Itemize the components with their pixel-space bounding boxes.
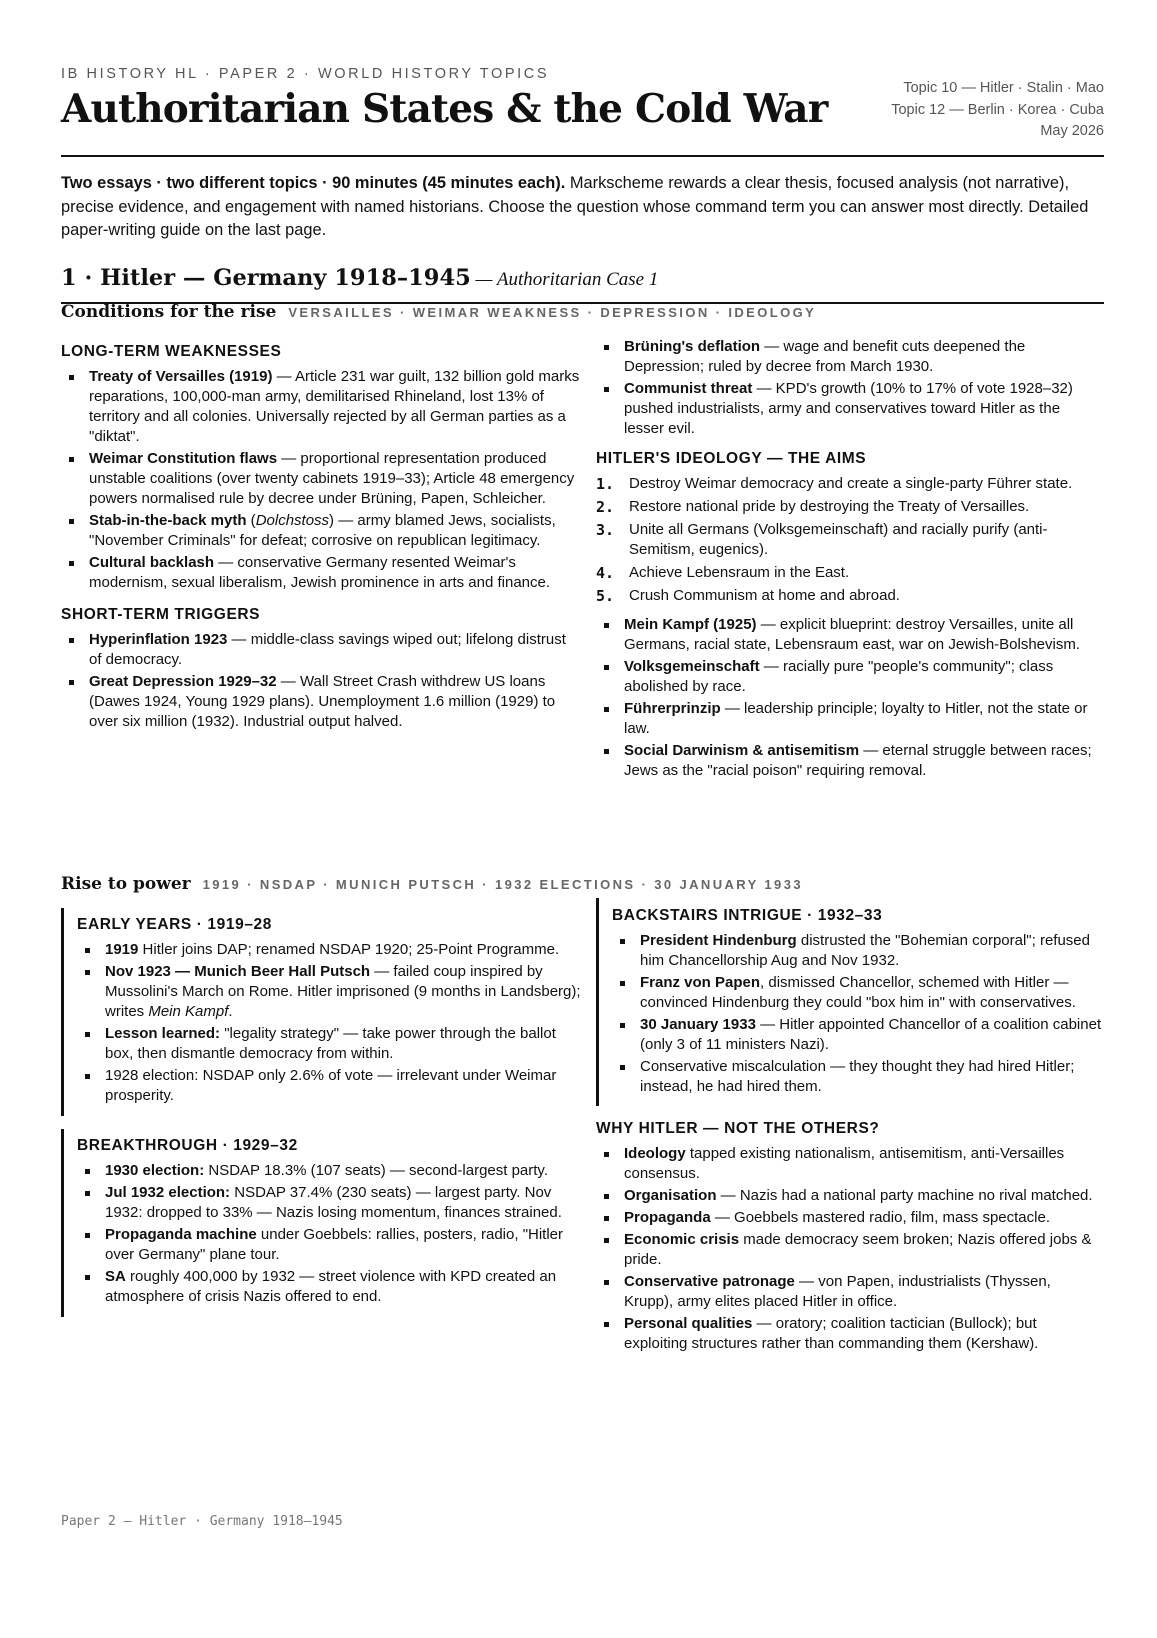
list-item: [612, 931, 1104, 971]
list-item: [596, 1314, 1104, 1354]
list-item: [77, 1024, 581, 1064]
item-term: Communist threat: [624, 380, 753, 397]
item-text: "legality strategy" — take power through the ballot box, then dismantle democracy from within.: [105, 1025, 556, 1062]
item-text: — wage and benefit cuts deepened the Depression; ruled by decree from March 1930.: [624, 338, 1026, 375]
item-text: — KPD's growth (10% to 17% of vote 1928–32) pushed industrialists, army and conservatives toward Hitler as the lesser evil.: [624, 380, 1073, 437]
rise-tag: 1919 · NSDAP · MUNICH PUTSCH · 1932 ELECTIONS · 30 JANUARY 1933: [202, 877, 803, 892]
item-text: — racially pure "people's community"; class abolished by race.: [624, 658, 1054, 695]
item-term: 1930 election:: [105, 1162, 205, 1179]
list-item: [61, 367, 581, 447]
item-text: — Article 231 war guilt, 132 billion gold marks reparations, 100,000-man army, demilitarised Rhineland, lost 13% of territory and all colonies. Universally rejected by all German parties as a "diktat".: [89, 368, 580, 445]
section-subtitle: — Authoritarian Case 1: [470, 269, 659, 290]
aim-item: [596, 520, 1104, 560]
conditions-heading: [61, 302, 816, 322]
item-italic: Dolchstoss: [255, 512, 330, 529]
item-text: — Wall Street Crash withdrew US loans (Dawes 1924, Young 1929 plans). Unemployment 1.6 million (1929) to over six million (1932). Industrial output halved.: [89, 673, 556, 730]
early-years-list: [77, 940, 581, 1106]
backstairs-list: [612, 931, 1104, 1097]
section-title: 1 · Hitler — Germany 1918–1945: [61, 265, 471, 291]
item-term: 1919: [105, 941, 139, 958]
item-text: — conservative Germany resented Weimar's modernism, sexual liberalism, Jewish prominence in arts and finance.: [89, 554, 551, 591]
item-term: Führerprinzip: [624, 700, 721, 717]
rise-heading: [61, 874, 803, 894]
topic-meta-line: Topic 12 — Berlin · Korea · Cuba: [891, 101, 1104, 118]
aim-text: Unite all Germans (Volksgemeinschaft) and racially purify (anti-Semitism, eugenics).: [629, 521, 1048, 558]
item-term: Propaganda: [624, 1209, 711, 1226]
exam-date: May 2026: [1040, 123, 1104, 139]
list-item: [612, 1057, 1104, 1097]
item-term: Lesson learned:: [105, 1025, 221, 1042]
long-term-caption: LONG-TERM WEAKNESSES: [61, 343, 282, 360]
item-term: Volksgemeinschaft: [624, 658, 760, 675]
list-item: [612, 1015, 1104, 1055]
early-years-caption: EARLY YEARS · 1919–28: [77, 916, 272, 933]
item-term: Organisation: [624, 1187, 717, 1204]
list-item: [77, 1183, 581, 1223]
aim-item: [596, 474, 1104, 494]
list-item: [596, 1186, 1104, 1206]
item-text: — oratory; coalition tactician (Bullock); but exploiting structures rather than commanding them (Kershaw).: [624, 1315, 1039, 1352]
item-term: Propaganda machine: [105, 1226, 257, 1243]
list-item: [596, 741, 1104, 781]
topic-meta-line: Topic 10 — Hitler · Stalin · Mao: [903, 80, 1104, 96]
conditions-left-column: [61, 343, 581, 734]
item-text: (: [246, 512, 256, 529]
list-item: [61, 672, 581, 732]
item-term: Cultural backlash: [89, 554, 215, 571]
item-term: Personal qualities: [624, 1315, 753, 1332]
item-term: Franz von Papen: [640, 974, 761, 991]
aim-item: [596, 563, 1104, 583]
list-item: [77, 940, 581, 960]
item-text: .: [228, 1003, 233, 1020]
rise-left-column: [61, 908, 581, 1317]
item-term: Treaty of Versailles (1919): [89, 368, 273, 385]
conditions-title: Conditions for the rise: [61, 302, 277, 322]
list-item: [596, 615, 1104, 655]
early-years-box: [61, 908, 581, 1116]
item-text: — leadership principle; loyalty to Hitler, not the state or law.: [624, 700, 1088, 737]
rise-title: Rise to power: [61, 874, 191, 894]
item-term: Stab-in-the-back myth: [89, 512, 247, 529]
aim-text: Achieve Lebensraum in the East.: [629, 564, 850, 581]
aim-text: Destroy Weimar democracy and create a single-party Führer state.: [629, 475, 1073, 492]
page-title: Authoritarian States & the Cold War: [61, 86, 828, 132]
intro-paragraph: [61, 172, 1104, 243]
list-item: [61, 511, 581, 551]
list-item: [77, 1066, 581, 1106]
rise-right-column: [596, 898, 1104, 1356]
list-item: [596, 379, 1104, 439]
backstairs-caption: BACKSTAIRS INTRIGUE · 1932–33: [612, 907, 883, 924]
item-text: NSDAP 37.4% (230 seats) — largest party. Nov 1932: dropped to 33% — Nazis losing momentum, finances strained.: [105, 1184, 562, 1221]
course-kicker: IB HISTORY HL · PAPER 2 · WORLD HISTORY TOPICS: [61, 66, 550, 82]
item-text: tapped existing nationalism, antisemitism, anti-Versailles consensus.: [624, 1145, 1065, 1182]
item-text: — Nazis had a national party machine no rival matched.: [716, 1187, 1093, 1204]
item-text: , dismissed Chancellor, schemed with Hitler — convinced Hindenburg they could "box him in" with conservatives.: [640, 974, 1076, 1011]
list-item: [612, 973, 1104, 1013]
list-item: [77, 1225, 581, 1265]
list-item: [596, 337, 1104, 377]
item-term: Mein Kampf (1925): [624, 616, 757, 633]
item-text: — eternal struggle between races; Jews as the "racial poison" requiring removal.: [624, 742, 1092, 779]
list-item: [596, 1230, 1104, 1270]
aim-text: Restore national pride by destroying the Treaty of Versailles.: [629, 498, 1030, 515]
list-item: [61, 449, 581, 509]
item-term: Economic crisis: [624, 1231, 740, 1248]
list-item: [61, 630, 581, 670]
aim-item: [596, 497, 1104, 517]
item-text: made democracy seem broken; Nazis offered jobs & pride.: [624, 1231, 1092, 1268]
item-text: — von Papen, industrialists (Thyssen, Krupp), army elites placed Hitler in office.: [624, 1273, 1051, 1310]
item-text: under Goebbels: rallies, posters, radio, "Hitler over Germany" plane tour.: [105, 1226, 564, 1263]
item-term: Social Darwinism & antisemitism: [624, 742, 860, 759]
item-text: distrusted the "Bohemian corporal"; refused him Chancellorship Aug and Nov 1932.: [640, 932, 1090, 969]
aim-number: 4.: [596, 564, 615, 582]
item-text: roughly 400,000 by 1932 — street violence with KPD created an atmosphere of crisis Nazis offered to end.: [105, 1268, 557, 1305]
ideology-list: [596, 615, 1104, 781]
list-item: [77, 962, 581, 1022]
breakthrough-list: [77, 1161, 581, 1307]
item-text: ) — army blamed Jews, socialists, "November Criminals" for defeat; corrosive on republican legitimacy.: [89, 512, 556, 549]
item-text: — middle-class savings wiped out; lifelong distrust of democracy.: [89, 631, 566, 668]
page-footer: Paper 2 — Hitler · Germany 1918–1945: [61, 1514, 343, 1529]
list-item: [77, 1161, 581, 1181]
conditions-right-column: [596, 337, 1104, 783]
aim-number: 3.: [596, 521, 615, 539]
conditions-tag: VERSAILLES · WEIMAR WEAKNESS · DEPRESSION · IDEOLOGY: [288, 305, 817, 320]
short-term-caption: SHORT-TERM TRIGGERS: [61, 606, 261, 623]
list-item: [77, 1267, 581, 1307]
why-hitler-caption: WHY HITLER — NOT THE OTHERS?: [596, 1120, 880, 1137]
item-term: Jul 1932 election:: [105, 1184, 231, 1201]
item-term: President Hindenburg: [640, 932, 797, 949]
aim-item: [596, 586, 1104, 606]
item-text: Conservative miscalculation — they thought they had hired Hitler; instead, he had hired them.: [640, 1058, 1075, 1095]
item-italic: Mein Kampf: [148, 1003, 229, 1020]
section-heading: [61, 265, 658, 291]
ideology-caption: HITLER'S IDEOLOGY — THE AIMS: [596, 450, 867, 467]
header-rule: [61, 155, 1104, 157]
item-text: — explicit blueprint: destroy Versailles, unite all Germans, racial state, Lebensraum east, war on Jewish-Bolshevism.: [624, 616, 1081, 653]
item-text: — Hitler appointed Chancellor of a coalition cabinet (only 3 of 11 ministers Nazi).: [640, 1016, 1102, 1053]
item-text: Hitler joins DAP; renamed NSDAP 1920; 25-Point Programme.: [138, 941, 560, 958]
item-term: Conservative patronage: [624, 1273, 795, 1290]
list-item: [596, 1272, 1104, 1312]
topic-meta: [891, 78, 1104, 143]
item-term: Hyperinflation 1923: [89, 631, 228, 648]
intro-bold: Two essays · two different topics · 90 minutes (45 minutes each).: [61, 174, 566, 192]
short-term-list: [61, 630, 581, 732]
breakthrough-box: [61, 1129, 581, 1317]
list-item: [596, 657, 1104, 697]
item-term: Nov 1923 — Munich Beer Hall Putsch: [105, 963, 371, 980]
breakthrough-caption: BREAKTHROUGH · 1929–32: [77, 1137, 298, 1154]
aim-text: Crush Communism at home and abroad.: [629, 587, 900, 604]
list-item: [596, 1208, 1104, 1228]
why-hitler-list: [596, 1144, 1104, 1354]
long-term-list: [61, 367, 581, 593]
list-item: [596, 699, 1104, 739]
item-term: Brüning's deflation: [624, 338, 761, 355]
intro-text: Markscheme rewards a clear thesis, focused analysis (not narrative), precise evidence, and engagement with named historians. Choose the question whose command term you can answer most directly. Detailed paper-writing guide on the last page.: [61, 174, 1089, 239]
weakness-continued-list: [596, 337, 1104, 439]
item-text: NSDAP 18.3% (107 seats) — second-largest party.: [204, 1162, 548, 1179]
list-item: [61, 553, 581, 593]
item-term: 30 January 1933: [640, 1016, 756, 1033]
list-item: [596, 1144, 1104, 1184]
item-term: Great Depression 1929–32: [89, 673, 277, 690]
aim-number: 1.: [596, 475, 615, 493]
aim-number: 2.: [596, 498, 615, 516]
aims-list: [596, 474, 1104, 606]
item-term: Weimar Constitution flaws: [89, 450, 278, 467]
item-text: — proportional representation produced unstable coalitions (over twenty cabinets 1919–33); Article 48 emergency powers normalised rule by decree under Brüning, Papen, Schleicher.: [89, 450, 575, 507]
item-term: SA: [105, 1268, 126, 1285]
backstairs-box: [596, 898, 1104, 1106]
item-text: — Goebbels mastered radio, film, mass spectacle.: [710, 1209, 1050, 1226]
item-text: 1928 election: NSDAP only 2.6% of vote — irrelevant under Weimar prosperity.: [105, 1067, 557, 1104]
aim-number: 5.: [596, 587, 615, 605]
item-term: Ideology: [624, 1145, 686, 1162]
item-text: — failed coup inspired by Mussolini's March on Rome. Hitler imprisoned (9 months in Landsberg); writes: [105, 963, 581, 1020]
